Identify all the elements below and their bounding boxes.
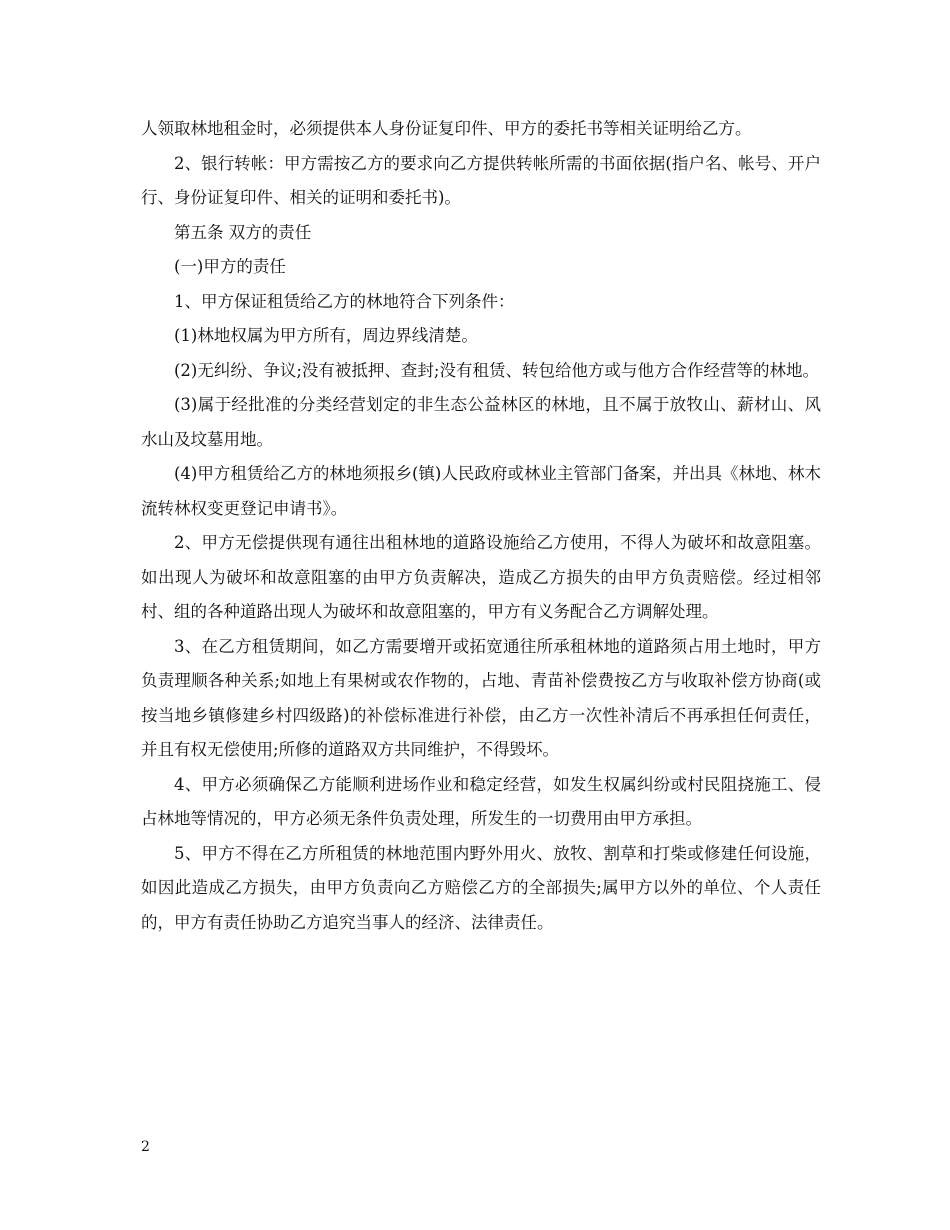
paragraph-clause-5: 5、甲方不得在乙方所租赁的林地范围内野外用火、放牧、割草和打柴或修建任何设施，如因此造成乙方损失，由甲方负责向乙方赔偿乙方的全部损失;属甲方以外的单位、个人责任的，甲方有责任协助乙方追究当事人的经济、法律责任。	[141, 843, 821, 932]
paragraph-clause-1: 1、甲方保证租赁给乙方的林地符合下列条件：	[174, 291, 515, 311]
paragraph-bank-transfer: 2、银行转帐：甲方需按乙方的要求向乙方提供转帐所需的书面依据(指户名、帐号、开户行、身份证复印件、相关的证明和委托书)。	[141, 153, 821, 207]
paragraph-clause-2: 2、甲方无偿提供现有通往出租林地的道路设施给乙方使用，不得人为破坏和故意阻塞。如出现人为破坏和故意阻塞的由甲方负责解决，造成乙方损失的由甲方负责赔偿。经过相邻村、组的各种道路出现人为破坏和故意阻塞的，甲方有义务配合乙方调解处理。	[141, 533, 821, 621]
document-body	[141, 112, 821, 940]
paragraph-condition-4: (4)甲方租赁给乙方的林地须报乡(镇)人民政府或林业主管部门备案，并出具《林地、林木流转林权变更登记申请书》。	[141, 464, 821, 518]
page-number: 2	[141, 1139, 150, 1155]
paragraph-condition-2: (2)无纠纷、争议;没有被抵押、查封;没有租赁、转包给他方或与他方合作经营等的林地。	[174, 360, 819, 380]
paragraph-clause-3: 3、在乙方租赁期间，如乙方需要增开或拓宽通往所承租林地的道路须占用土地时，甲方负责理顺各种关系;如地上有果树或农作物的，占地、青苗补偿费按乙方与收取补偿方协商(或按当地乡镇修建乡村四级路)的补偿标准进行补偿，由乙方一次性补清后不再承担任何责任，并且有权无偿使用;所修的道路双方共同维护，不得毁坏。	[141, 636, 821, 759]
paragraph-continuation: 人领取林地租金时，必须提供本人身份证复印件、甲方的委托书等相关证明给乙方。	[141, 119, 752, 138]
paragraph-condition-3: (3)属于经批准的分类经营划定的非生态公益林区的林地，且不属于放牧山、薪材山、风水山及坟墓用地。	[141, 395, 821, 449]
paragraph-clause-4: 4、甲方必须确保乙方能顺利进场作业和稳定经营，如发生权属纠纷或村民阻挠施工、侵占林地等情况的，甲方必须无条件负责处理，所发生的一切费用由甲方承担。	[141, 774, 821, 828]
subsection-heading-party-a: (一)甲方的责任	[174, 257, 286, 276]
section-heading-article-5: 第五条 双方的责任	[174, 222, 312, 242]
paragraph-condition-1: (1)林地权属为甲方所有，周边界线清楚。	[174, 326, 478, 345]
